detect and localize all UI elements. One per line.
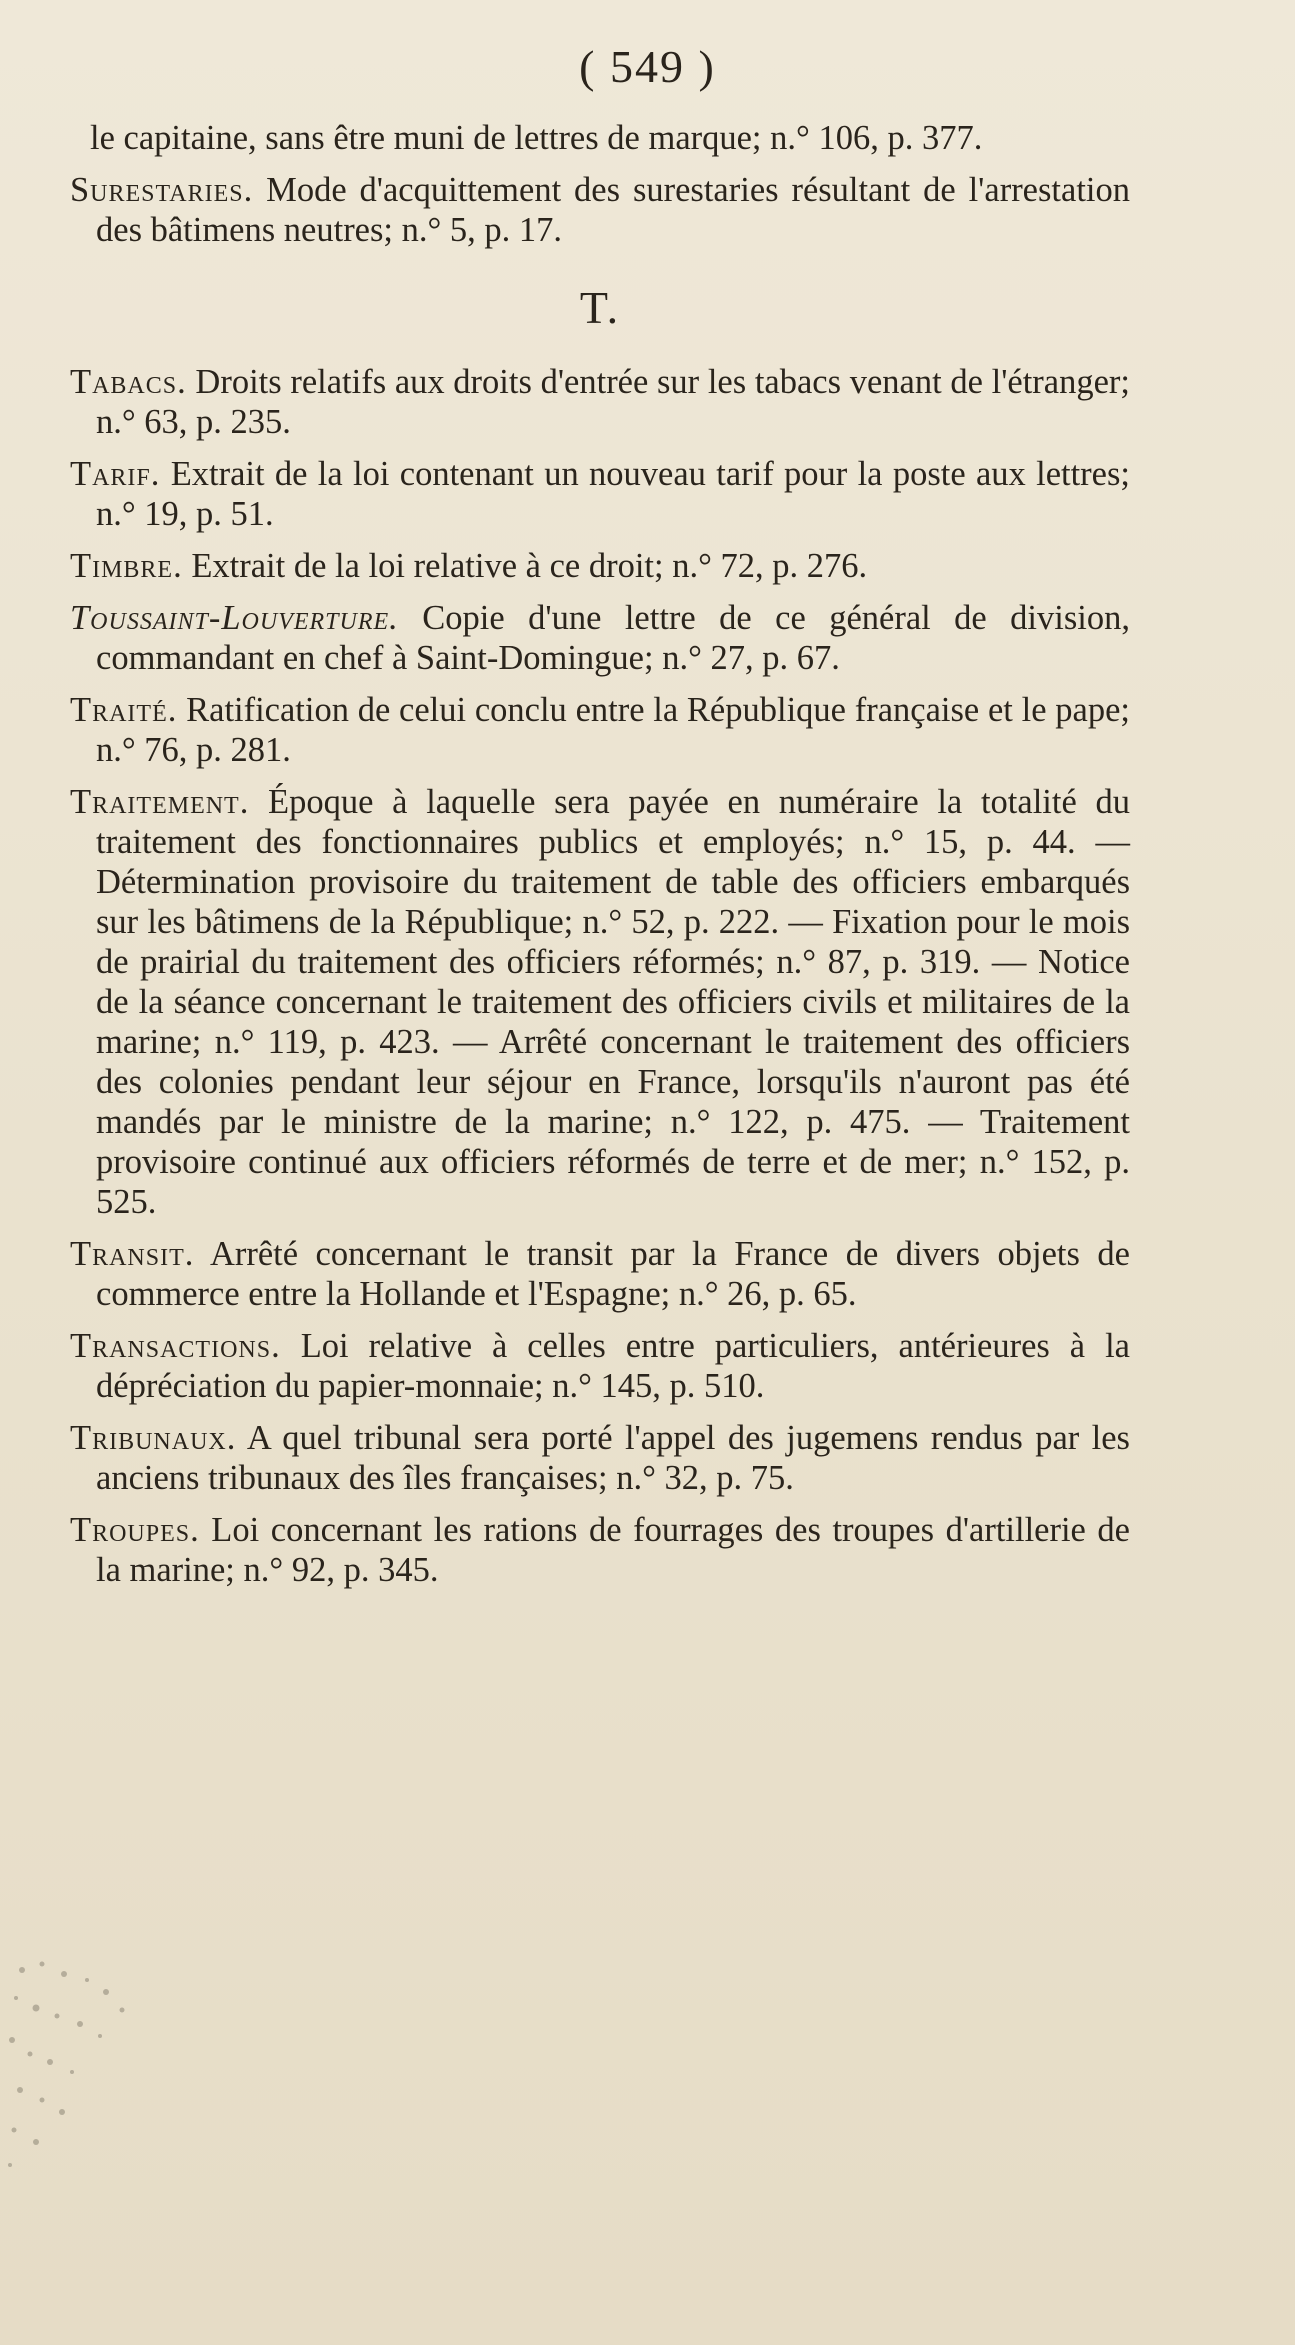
index-entry-toussaint-louverture [70,598,1130,678]
index-entry-surestaries [70,170,1130,250]
index-entry-tabacs [70,362,1130,442]
index-entry-tribunaux [70,1418,1130,1498]
entry-heading: Tabacs. [70,363,187,401]
index-entry-transactions [70,1326,1130,1406]
entry-heading: Timbre. [70,547,183,585]
entry-heading: Transactions. [70,1327,281,1365]
entry-heading: Tribunaux. [70,1419,237,1457]
entry-text: Droits relatifs aux droits d'entrée sur les tabacs venant de l'étranger; n.° 63, p. 235. [96,363,1130,441]
entry-heading: Surestaries. [70,171,254,209]
entry-text: Loi relative à celles entre particuliers, antérieures à la dépréciation du papier-monnaie; n.° 145, p. 510. [96,1327,1130,1405]
entry-heading: Traité. [70,691,178,729]
entry-text: A quel tribunal sera porté l'appel des jugemens rendus par les anciens tribunaux des îles françaises; n.° 32, p. 75. [96,1419,1130,1497]
index-entry-transit [70,1234,1130,1314]
entry-text: Mode d'acquittement des surestaries résultant de l'arrestation des bâtimens neutres; n.° 5, p. 17. [96,171,1130,249]
entry-heading: Toussaint-Louverture. [70,599,399,637]
entry-text: Loi concernant les rations de fourrages des troupes d'artillerie de la marine; n.° 92, p. 345. [96,1511,1130,1589]
entry-text: Arrêté concernant le transit par la France de divers objets de commerce entre la Hollande et l'Espagne; n.° 26, p. 65. [96,1235,1130,1313]
entry-text: Copie d'une lettre de ce général de division, commandant en chef à Saint-Domingue; n.° 27, p. 67. [96,599,1130,677]
index-entry-traite [70,690,1130,770]
entry-text: Ratification de celui conclu entre la République française et le pape; n.° 76, p. 281. [96,691,1130,769]
entry-heading: Tarif. [70,455,161,493]
page-number: ( 549 ) [579,41,716,92]
entry-heading: Troupes. [70,1511,200,1549]
index-entry-troupes [70,1510,1130,1590]
entry-text: Époque à laquelle sera payée en numéraire la totalité du traitement des fonctionnaires publics et employés; n.° 15, p. 44. — Détermination provisoire du traitement de table des officiers embarqués sur les bâtimens de la République; n.° 52, p. 222. — Fixation pour le mois de prairial du traitement des officiers réformés; n.° 87, p. 319. — Notice de la séance concernant le traitement des officiers civils et militaires de la marine; n.° 119, p. 423. — Arrêté concernant le traitement des officiers des colonies pendant leur séjour en France, lorsqu'ils n'auront pas été mandés par le ministre de la marine; n.° 122, p. 475. — Traitement provisoire continué aux officiers réformés de terre et de mer; n.° 152, p. 525. [96,783,1130,1221]
index-entry-tarif [70,454,1130,534]
library-stamp-mark [2,1950,152,2190]
entry-text: Extrait de la loi relative à ce droit; n.° 72, p. 276. [182,547,868,585]
entry-text: Extrait de la loi contenant un nouveau tarif pour la poste aux lettres; n.° 19, p. 51. [96,455,1130,533]
section-letter: T. [579,282,621,333]
entry-heading: Transit. [70,1235,195,1273]
continuation-line: le capitaine, sans être muni de lettres de marque; n.° 106, p. 377. [90,119,983,157]
index-body [70,118,1130,1590]
index-entry-traitement [70,782,1130,1222]
entry-heading: Traitement. [70,783,250,821]
index-entry-timbre [70,546,1130,586]
